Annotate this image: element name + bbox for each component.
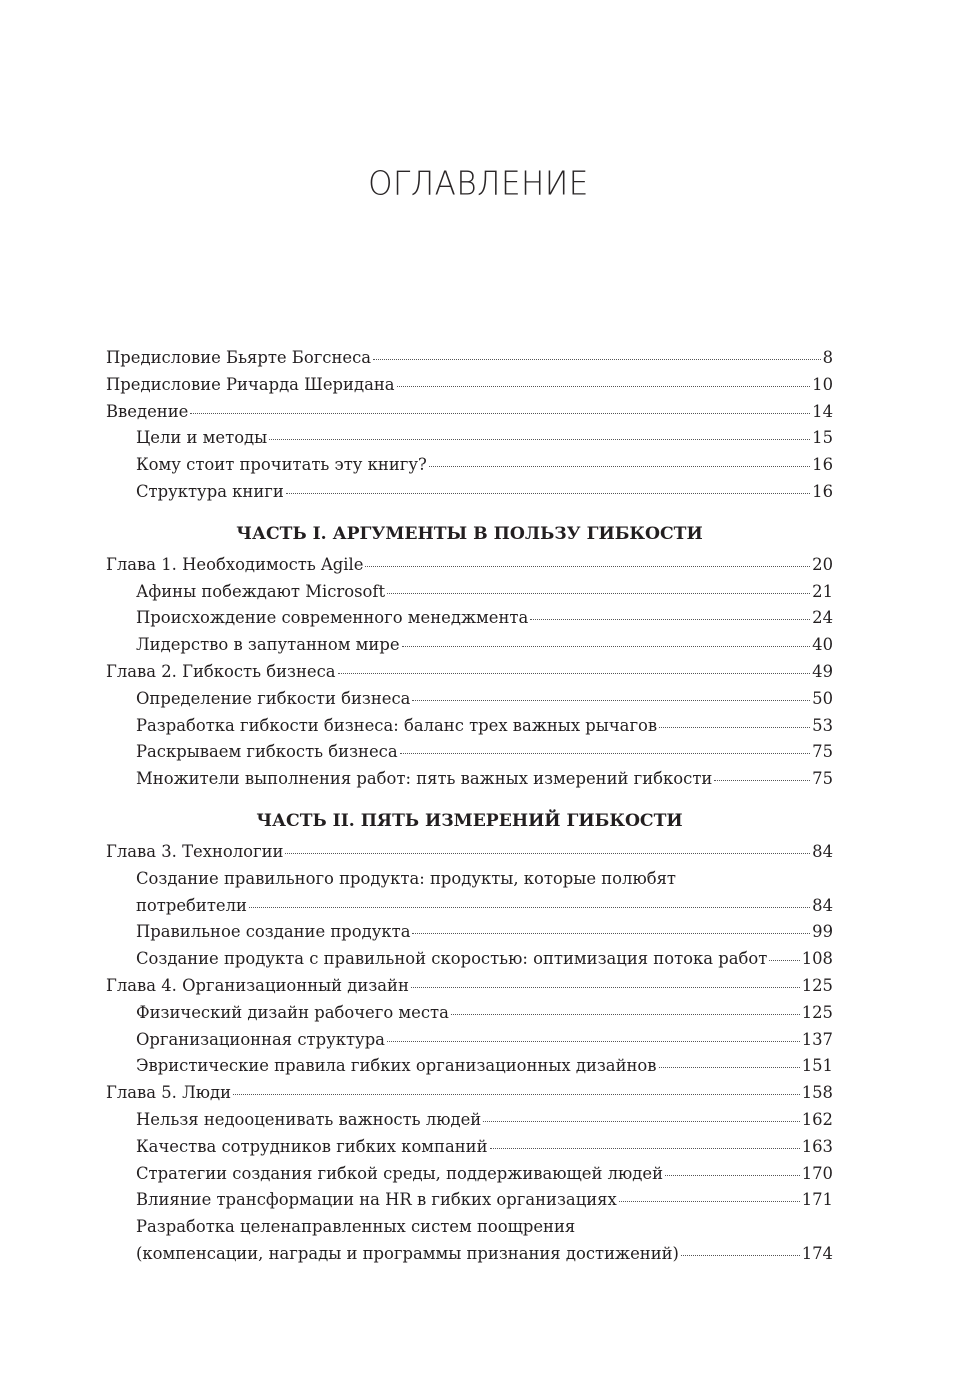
toc-subentry [106,946,833,973]
toc-page-number: 21 [812,581,833,601]
dot-leader [714,780,810,781]
dot-leader [269,439,810,440]
dot-leader [619,1201,800,1202]
dot-leader [769,960,799,961]
toc-subentry [106,739,833,766]
toc-page-number: 84 [812,841,833,861]
toc-entry-title: Глава 2. Гибкость бизнеса [106,661,336,681]
toc-page-number: 24 [812,608,833,628]
toc-chapter [106,839,833,866]
toc-subentry [106,919,833,946]
toc-entry [106,372,833,399]
toc-chapter [106,659,833,686]
toc-page-number: 16 [812,481,833,501]
toc-subentry [106,452,833,479]
dot-leader [285,853,810,854]
toc-chapter [106,1080,833,1107]
toc-subentry [106,686,833,713]
toc-entry [106,399,833,426]
dot-leader [233,1094,800,1095]
toc-page-number: 75 [812,769,833,789]
dot-leader [412,700,810,701]
toc-page-number: 171 [801,1190,833,1210]
toc-entry-title: Физический дизайн рабочего места [136,1002,449,1022]
toc-entry-title: Разработка гибкости бизнеса: баланс трех важных рычагов [136,715,658,735]
toc-page-number: 20 [812,554,833,574]
toc-page-number: 163 [801,1136,833,1156]
toc-page-number: 170 [801,1163,833,1183]
dot-leader [402,646,811,647]
toc-entry [106,345,833,372]
toc-entry-title: Лидерство в запутанном мире [136,635,400,655]
toc-entry-title: Предисловие Бьярте Богснеса [106,348,372,367]
toc-page-number: 137 [801,1029,833,1049]
toc-entry-title: Организационная структура [136,1029,385,1049]
toc-page-number: 125 [801,975,833,995]
toc-page-number: 40 [812,635,833,655]
dot-leader [387,1041,800,1042]
dot-leader [483,1121,799,1122]
dot-leader [659,727,810,728]
toc-subentry [106,1107,833,1134]
toc-chapter [106,973,833,1000]
dot-leader [490,1148,800,1149]
toc-entry-title: Раскрываем гибкость бизнеса [136,742,398,762]
toc-entry-title: Влияние трансформации на HR в гибких организациях [136,1190,617,1210]
toc-entry-title-line2: потребители [136,895,247,915]
toc-entry-title: Нельзя недооценивать важность людей [136,1109,482,1129]
toc-subentry [106,425,833,452]
toc-page-number: 84 [812,895,833,915]
toc-page-number: 75 [812,742,833,762]
toc-subentry [106,1053,833,1080]
dot-leader [338,673,811,674]
toc-page-number: 50 [812,688,833,708]
table-of-contents [106,345,833,1268]
toc-page-number: 125 [801,1002,833,1022]
toc-entry-title: Качества сотрудников гибких компаний [136,1136,488,1156]
dot-leader [659,1067,800,1068]
toc-page-number: 108 [801,949,833,969]
toc-entry-title: Введение [106,401,189,421]
toc-entry-title-line1: Разработка целенаправленных систем поощрения [136,1217,576,1237]
toc-entry-title: Афины побеждают Microsoft [136,581,386,601]
toc-entry-title: Множители выполнения работ: пять важных измерений гибкости [136,769,713,789]
toc-page-number: 174 [801,1243,833,1263]
part-heading: ЧАСТЬ II. ПЯТЬ ИЗМЕРЕНИЙ ГИБКОСТИ [256,810,683,831]
toc-page-number: 10 [812,374,833,394]
toc-page-number: 53 [812,715,833,735]
toc-entry-title: Определение гибкости бизнеса [136,688,411,708]
toc-page-number: 162 [801,1109,833,1129]
toc-subentry [106,1161,833,1188]
dot-leader [400,753,811,754]
toc-page-number: 8 [822,348,833,367]
toc-subentry [106,1000,833,1027]
dot-leader [429,466,810,467]
toc-page-number: 15 [812,428,833,448]
toc-entry-title-line2: (компенсации, награды и программы признания достижений) [136,1243,679,1263]
toc-page-number: 49 [812,661,833,681]
toc-entry-title: Глава 1. Необходимость Agile [106,554,364,574]
toc-entry-title: Глава 4. Организационный дизайн [106,975,409,995]
toc-subentry [106,893,833,920]
toc-subentry [106,766,833,793]
dot-leader [412,933,810,934]
dot-leader [373,359,821,360]
toc-chapter [106,552,833,579]
toc-entry-title: Стратегии создания гибкой среды, поддерживающей людей [136,1163,664,1183]
toc-page-number: 16 [812,455,833,475]
toc-subentry [106,1027,833,1054]
toc-subentry [106,479,833,506]
toc-entry-title: Предисловие Ричарда Шеридана [106,374,395,394]
toc-entry-title: Глава 3. Технологии [106,841,284,861]
dot-leader [190,413,810,414]
toc-entry-title: Правильное создание продукта [136,922,411,942]
toc-entry-title: Эвристические правила гибких организационных дизайнов [136,1056,657,1076]
toc-entry-title: Цели и методы [136,428,268,448]
toc-page-number: 158 [801,1083,833,1103]
dot-leader [681,1255,800,1256]
toc-page-number: 14 [812,401,833,421]
toc-subentry [106,713,833,740]
page-title: ОГЛАВЛЕНИЕ [368,165,589,203]
dot-leader [365,566,810,567]
dot-leader [530,619,810,620]
toc-page-number: 151 [801,1056,833,1076]
toc-entry-title: Глава 5. Люди [106,1083,232,1103]
dot-leader [665,1175,800,1176]
toc-subentry [106,605,833,632]
toc-subentry [106,1187,833,1214]
toc-page-number: 99 [812,922,833,942]
dot-leader [451,1014,800,1015]
toc-entry-title: Кому стоит прочитать эту книгу? [136,455,427,475]
toc-entry-title: Структура книги [136,481,284,501]
dot-leader [249,907,810,908]
dot-leader [387,593,810,594]
dot-leader [286,493,810,494]
dot-leader [397,386,811,387]
toc-subentry [106,1241,833,1268]
toc-subentry [106,632,833,659]
part-heading: ЧАСТЬ I. АРГУМЕНТЫ В ПОЛЬЗУ ГИБКОСТИ [236,523,703,544]
dot-leader [411,987,800,988]
toc-entry-title: Создание продукта с правильной скоростью: оптимизация потока работ [136,949,768,969]
toc-subentry [106,579,833,606]
toc-entry-title: Происхождение современного менеджмента [136,608,529,628]
toc-subentry [106,1134,833,1161]
toc-entry-title-line1: Создание правильного продукта: продукты, которые полюбят [136,868,676,888]
